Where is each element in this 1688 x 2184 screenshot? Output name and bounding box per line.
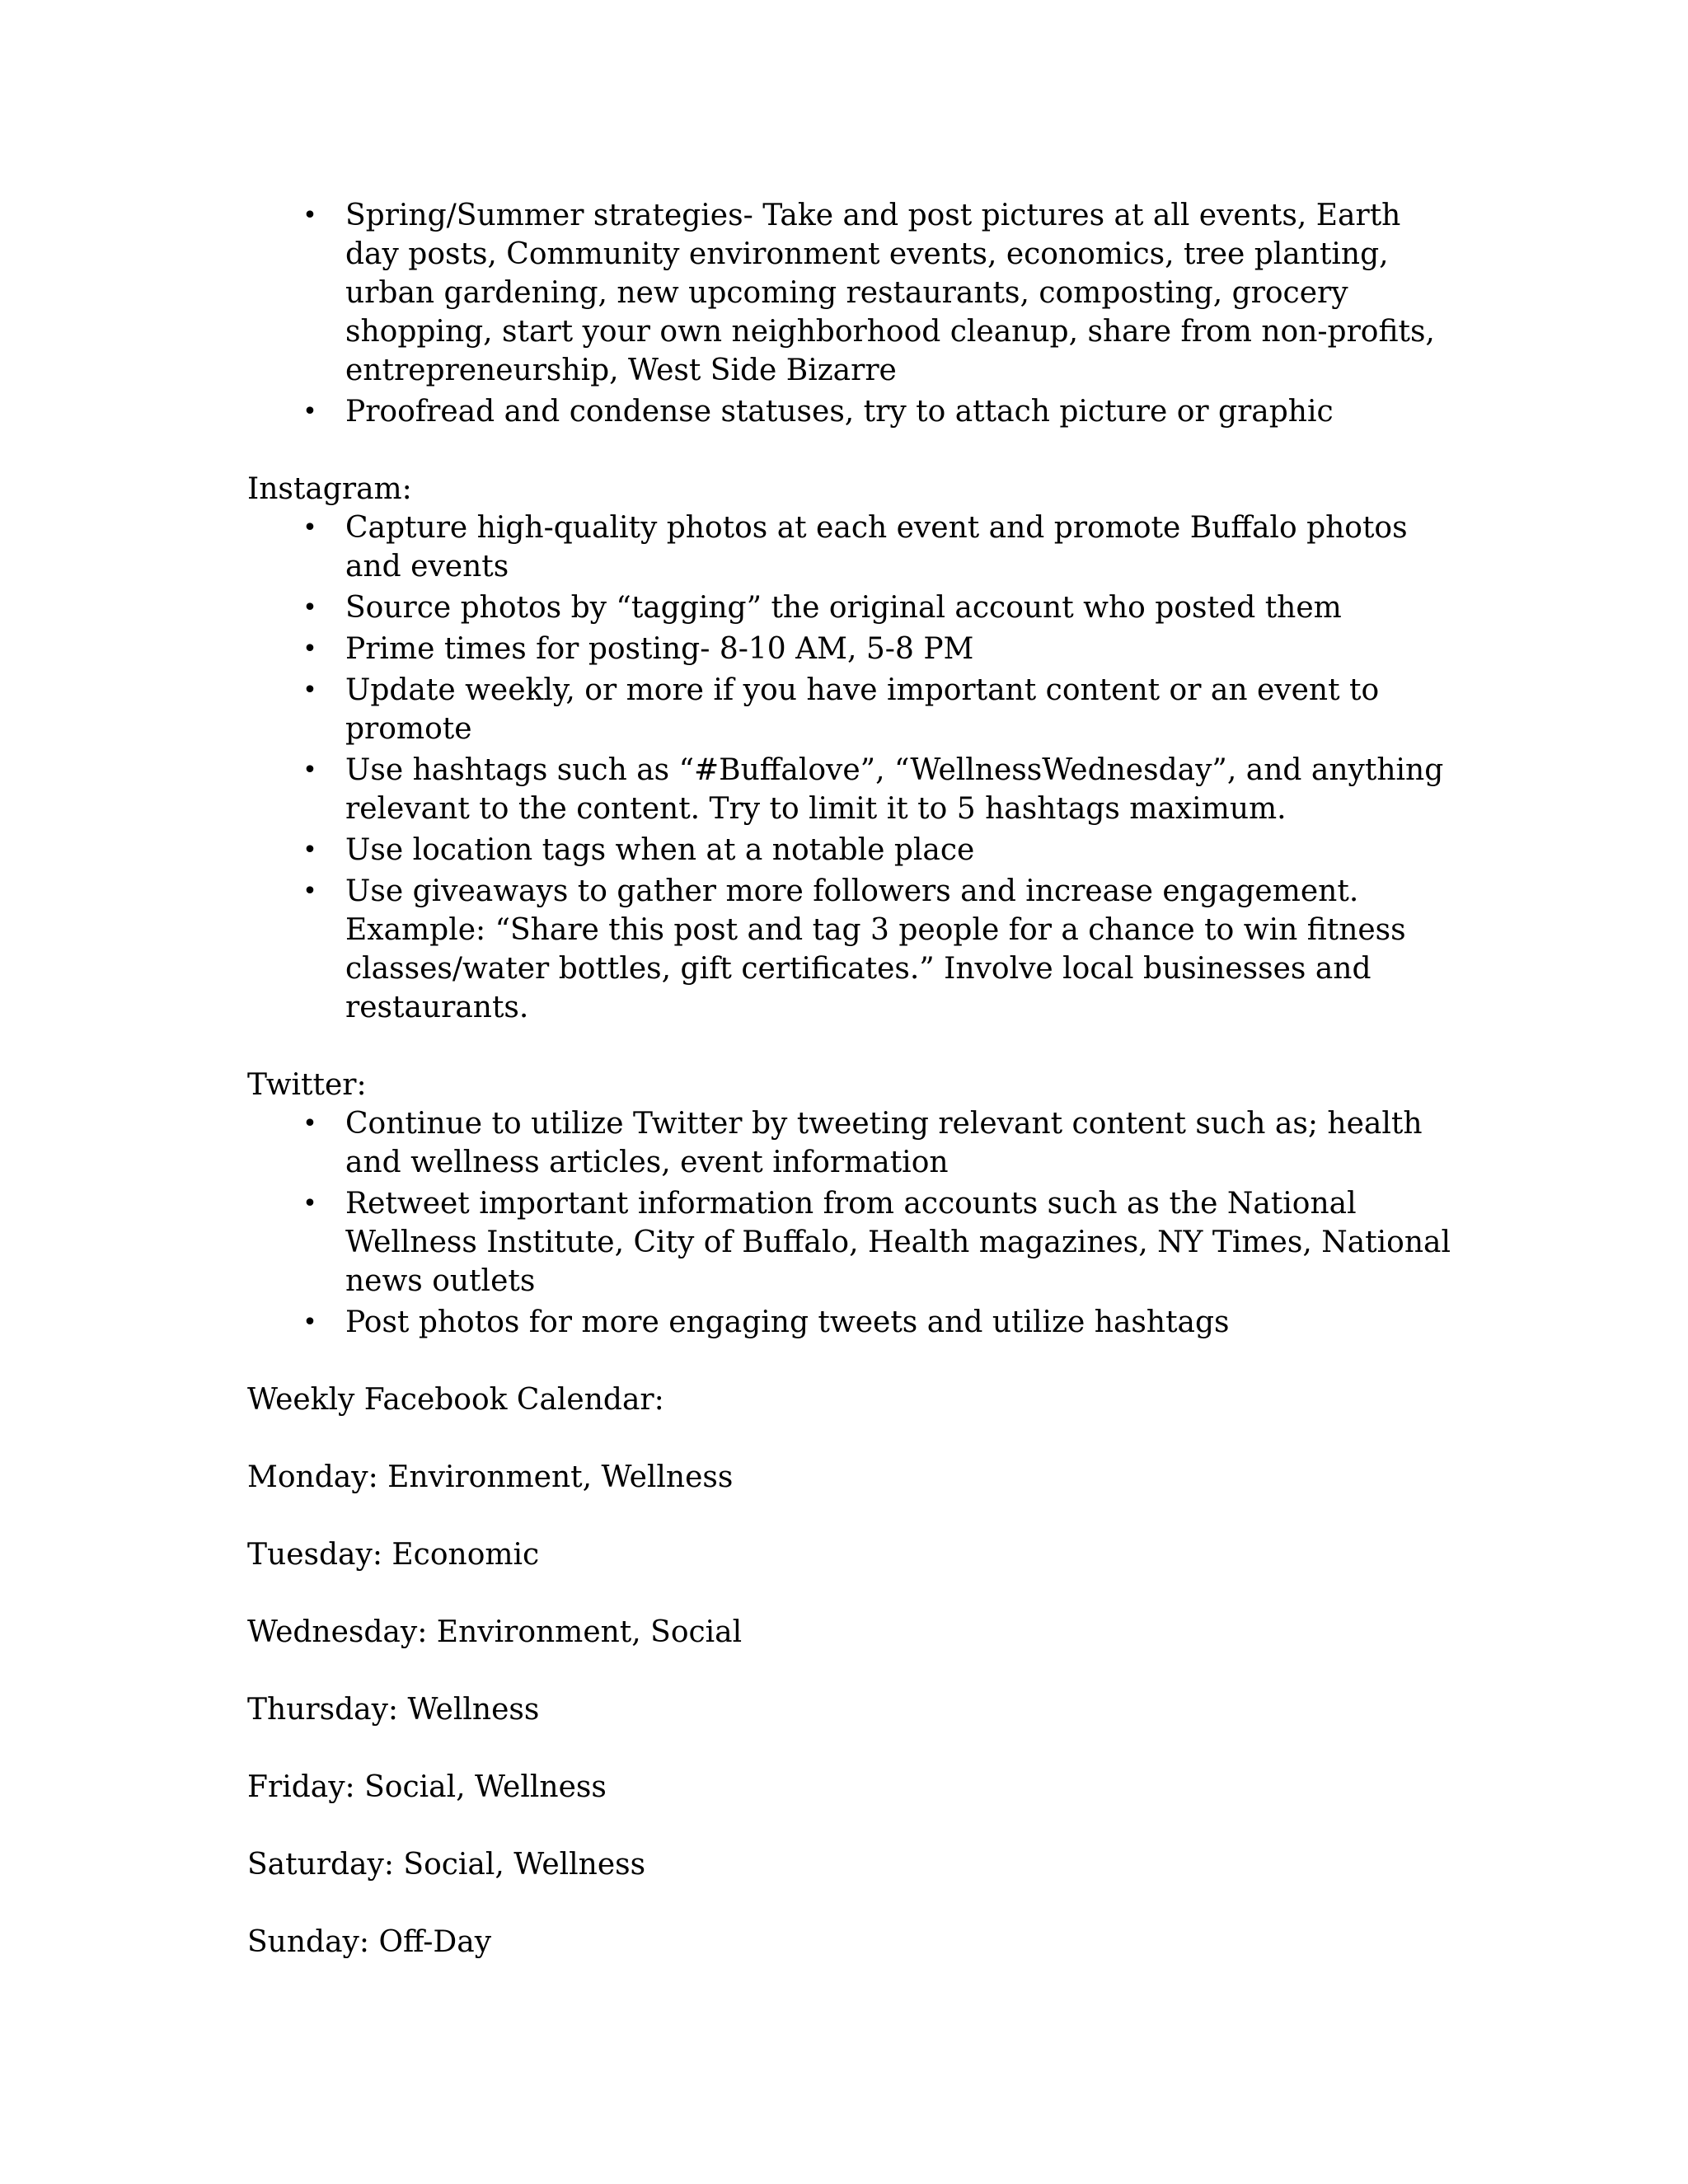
list-item: • Use location tags when at a notable place (247, 831, 1451, 869)
calendar-day-saturday: Saturday: Social, Wellness (247, 1848, 646, 1882)
calendar-day-friday: Friday: Social, Wellness (247, 1770, 607, 1804)
bullet-icon: • (302, 397, 317, 426)
bullet-icon: • (302, 756, 317, 785)
bullet-icon: • (302, 513, 317, 542)
bullet-icon: • (302, 836, 317, 865)
calendar-day-monday: Monday: Environment, Wellness (247, 1460, 734, 1494)
list-item: • Proofread and condense statuses, try to attach picture or graphic (247, 392, 1451, 431)
facebook-strategy-list (247, 196, 1451, 431)
twitter-strategy-list (247, 1104, 1451, 1342)
list-item: • Use giveaways to gather more followers and increase engagement. Example: “Share this post and tag 3 people for a chance to win fitness classes/water bottles, gift certificates.” Involve local businesses and restaurants. (247, 872, 1451, 1027)
list-item: • Retweet important information from accounts such as the National Wellness Institute, City of Buffalo, Health magazines, NY Times, National news outlets (247, 1184, 1451, 1301)
bullet-icon: • (302, 877, 317, 906)
list-item: • Capture high-quality photos at each event and promote Buffalo photos and events (247, 509, 1451, 586)
list-item: • Use hashtags such as “#Buffalove”, “WellnessWednesday”, and anything relevant to the content. Try to limit it to 5 hashtags maximum. (247, 751, 1451, 828)
bullet-icon: • (302, 635, 317, 663)
list-item: • Source photos by “tagging” the original account who posted them (247, 588, 1451, 627)
calendar-day-wednesday: Wednesday: Environment, Social (247, 1615, 743, 1649)
bullet-icon: • (302, 1109, 317, 1138)
list-item: • Spring/Summer strategies- Take and post pictures at all events, Earth day posts, Community environment events, economics, tree planting, urban gardening, new upcoming restaurants, composting, grocery shopping, start your own neighborhood cleanup, share from non-profits, entrepreneurship, West Side Bizarre (247, 196, 1451, 390)
bullet-icon: • (302, 676, 317, 705)
list-item: • Post photos for more engaging tweets and utilize hashtags (247, 1303, 1451, 1342)
bullet-icon: • (302, 593, 317, 622)
bullet-icon: • (302, 1189, 317, 1218)
calendar-day-thursday: Thursday: Wellness (247, 1693, 540, 1727)
calendar-heading: Weekly Facebook Calendar: (247, 1383, 664, 1417)
instagram-strategy-list (247, 509, 1451, 1027)
list-item: • Continue to utilize Twitter by tweeting relevant content such as; health and wellness articles, event information (247, 1104, 1451, 1182)
twitter-heading: Twitter: (247, 1068, 367, 1102)
calendar-day-tuesday: Tuesday: Economic (247, 1538, 540, 1572)
bullet-icon: • (302, 201, 317, 230)
list-item: • Update weekly, or more if you have important content or an event to promote (247, 671, 1451, 748)
instagram-heading: Instagram: (247, 472, 412, 506)
calendar-day-sunday: Sunday: Off-Day (247, 1925, 492, 1959)
list-item: • Prime times for posting- 8-10 AM, 5-8 PM (247, 630, 1451, 668)
bullet-icon: • (302, 1308, 317, 1337)
document-page (247, 196, 1451, 1961)
